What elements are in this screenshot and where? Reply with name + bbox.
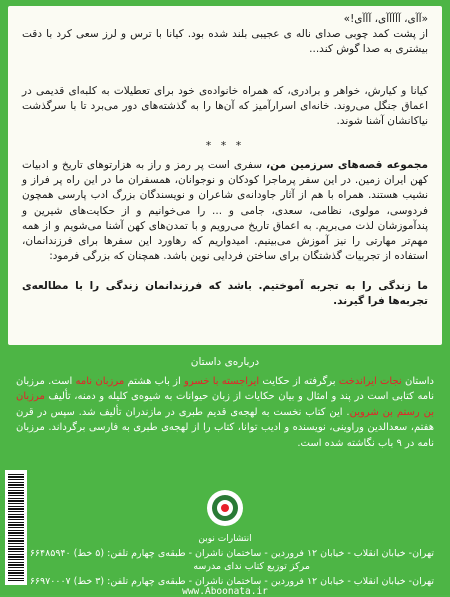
publisher-website-link[interactable]: www.Aboonata.ir bbox=[182, 586, 268, 597]
series-description: سفری است پر رمز و راز به هزارتوهای تاریخ و ادبیات کهن ایران زمین. در این سفر پرماجرا کودکان و نوجوانان، همسفران ما در این راه پر فراز و نشیب هستند. همراه با هم از آثار جاودانه‌ی شاعران و نویسندگان بزرگ ادب پارسی همچون فردوسی، مولوی، نظامی، سعدی، جامی و ... را می‌خوانیم و از حکایت‌های شیرین و پندآموزشان لذت می‌بریم. به اعماق تاریخ می‌رویم و با تمدن‌های کهن آشنا می‌شویم و از همه مهم‌تر مهارتی را نیز آموزش می‌بینیم. امیدواریم که رهاورد این سفرها برای فرزندانمان، استفاده از تجربیات گذشتگان برای ساختن فردایی نوین باشد. همچنان که بزرگی فرمود: bbox=[22, 159, 428, 263]
barcode-bars bbox=[8, 474, 24, 581]
opening-quote: «آآی، آآآآآی، آآآی!» bbox=[343, 13, 428, 25]
author-highlight: مرزبان بن رستم بن شروین bbox=[16, 391, 434, 418]
about-text-1: داستان bbox=[401, 376, 434, 387]
section-divider: * * * bbox=[205, 139, 245, 152]
distribution-center: مرکز توزیع کتاب ندای مدرسه bbox=[193, 561, 310, 572]
publisher-name: انتشارات نوبن bbox=[198, 534, 252, 544]
about-text-2: برگرفته از حکایت bbox=[259, 376, 339, 387]
about-title: درباره‌ی داستان bbox=[190, 356, 260, 368]
about-text-5: . این کتاب نخست به لهجه‌ی قدیم طبری در مازندران تألیف شد. سپس در قرن هفتم، سعدالدین وراوینی، نویسنده و ادیب توانا، کتاب را از لهجه‌ی طبری به فارسی برگرداند. مرزبان نامه در ۹ باب نگاشته شده است. bbox=[16, 406, 434, 449]
closing-quote: ما زندگی را به تجربه آموختیم. باشد که فرزندانمان زندگی را با مطالعه‌ی تجربه‌ها فرا گیرند. bbox=[22, 280, 428, 308]
about-text-3: از باب هشتم bbox=[124, 376, 184, 387]
series-title: مجموعه قصه‌های سرزمین من، bbox=[266, 159, 428, 171]
book-title-highlight: نجات ایراندخت bbox=[338, 376, 402, 387]
story-panel bbox=[8, 6, 442, 345]
publisher-address-1: تهران- خیابان انقلاب - خیابان ۱۲ فروردین - ساختمان ناشران - طبقه‌ی چهارم تلفن: (۵ خط) ۶۶۴۸۵۹۴۰ bbox=[29, 548, 434, 559]
synopsis-paragraph: کیانا و کیارش، خواهر و برادری، که همراه خانواده‌ی خود برای تعطیلات به کلبه‌ای قدیمی در اعماق جنگل می‌روند. خانه‌ای اسرارآمیز که آن‌ها را به گذشته‌های دور می‌برد تا با سرگذشت نیاکانشان آشنا شوند. bbox=[22, 85, 428, 128]
about-text-4: است. مرزبان نامه کتابی است در پند و امثال و بیان حکایات از زبان حیوانات به شیوه‌ی کلیله و دمنه، تألیف bbox=[16, 376, 434, 403]
source-book-highlight: مرزبان نامه bbox=[75, 376, 125, 387]
publisher-logo-icon bbox=[205, 488, 245, 528]
about-paragraph bbox=[16, 374, 434, 451]
opening-lines bbox=[22, 12, 428, 58]
isbn-barcode bbox=[5, 470, 27, 585]
publisher-address-2: تهران- خیابان انقلاب - خیابان ۱۲ فروردین - ساختمان ناشران - طبقه‌ی چهارم تلفن: (۳ خط) ۶۶۹۷۰۰۰۷ bbox=[29, 576, 434, 587]
source-story-highlight: ایراجسته با خسرو bbox=[183, 376, 260, 387]
series-paragraph bbox=[22, 158, 428, 264]
opening-paragraph: از پشت کمد چوبی صدای ناله ی عجیبی بلند شده بود. کیانا با ترس و لرز سعی کرد با دقت بیشتری به صدا گوش کند... bbox=[22, 28, 428, 56]
